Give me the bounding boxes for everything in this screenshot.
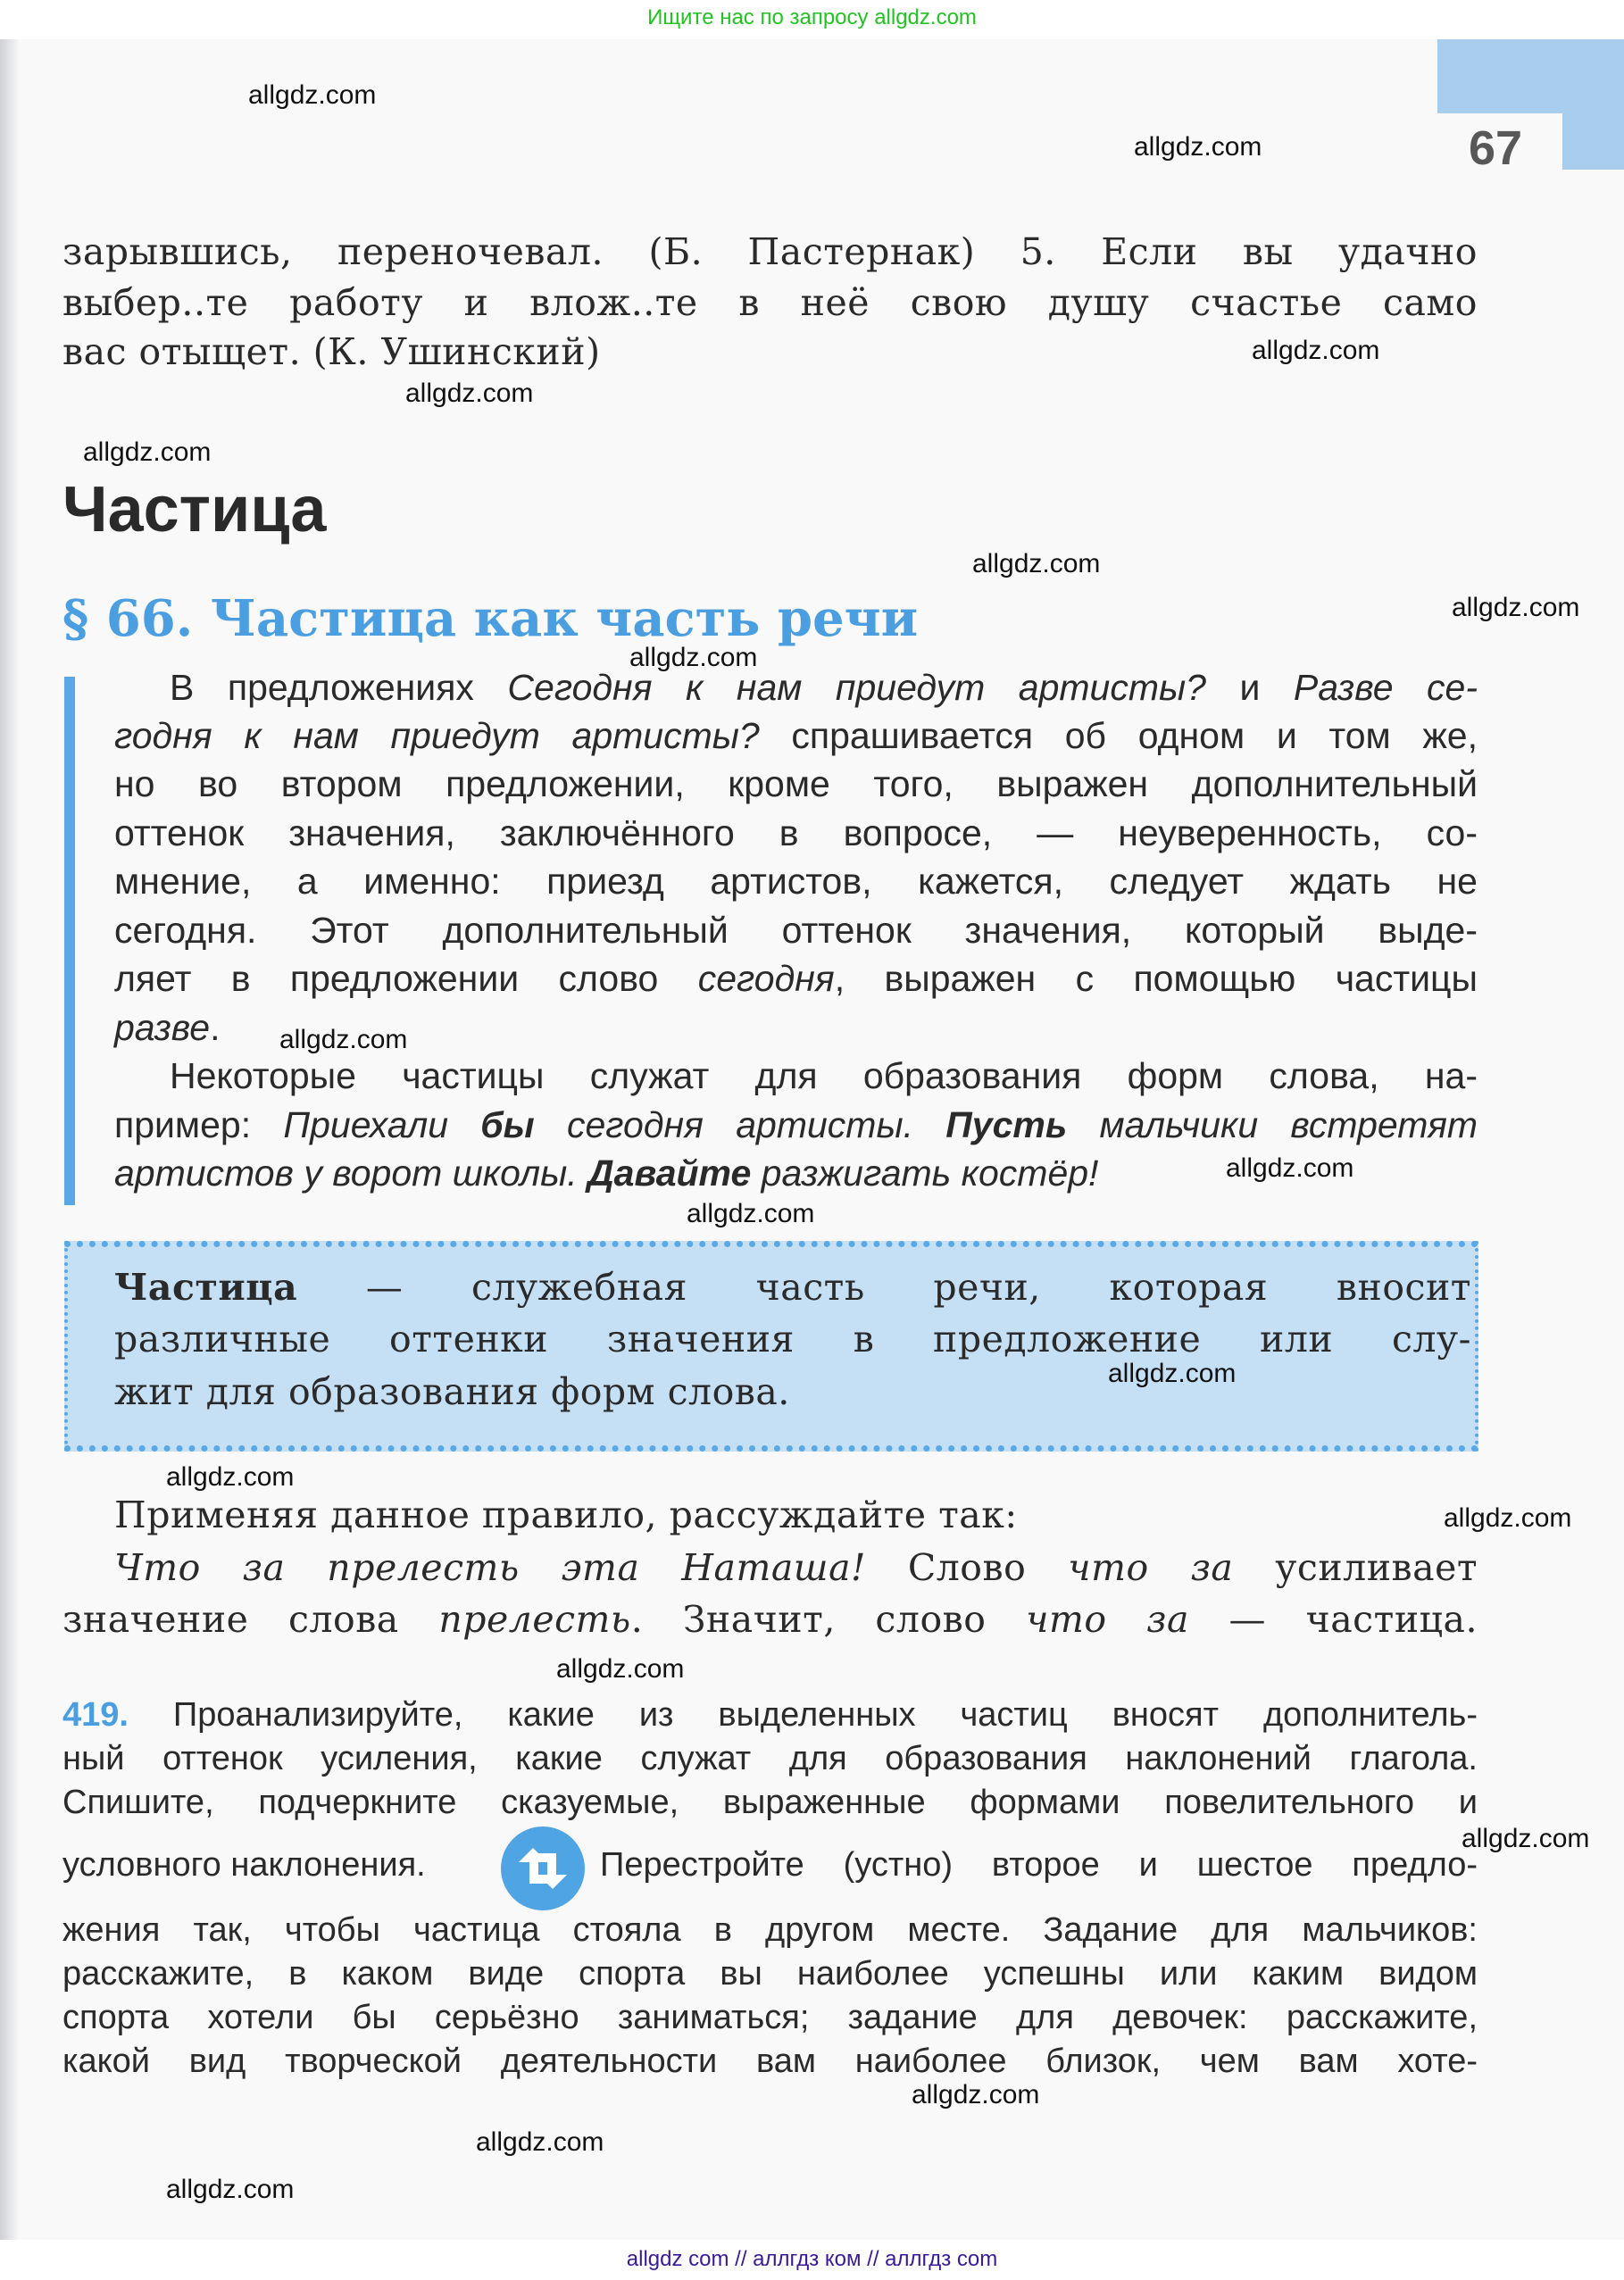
watermark: allgdz.com [629, 643, 758, 672]
theory-line: пример: Приехали бы сегодня артисты. Пусть мальчики встретят [114, 1104, 1478, 1145]
exercise-line: Спишите, подчеркните сказуемые, выраженные формами повелительного и [62, 1784, 1478, 1821]
theory-line: В предложениях Сегодня к нам приедут артисты? и Разве се- [170, 667, 1478, 708]
watermark: allgdz.com [687, 1199, 815, 1228]
top-banner [0, 0, 1624, 39]
exercise-line: условного наклонения. [62, 1846, 426, 1884]
intro-line: зарывшись, переночевал. (Б. Пастернак) 5. Если вы удачно [62, 230, 1478, 273]
bottom-banner [0, 2240, 1624, 2280]
application-line: Что за прелесть эта Наташа! Слово что за усиливает [114, 1546, 1478, 1589]
watermark: allgdz.com [1226, 1153, 1354, 1183]
theory-line: ляет в предложении слово сегодня, выражен с помощью частицы [114, 958, 1478, 999]
watermark: allgdz.com [912, 2080, 1040, 2109]
footer-text: allgdz com // аллгдз ком // аллгдз com [626, 2247, 998, 2271]
application-line: Применяя данное правило, рассуждайте так: [114, 1494, 1018, 1536]
exercise-line: 419. Проанализируйте, какие из выделенных частиц вносят дополнитель- [62, 1696, 1478, 1734]
watermark: allgdz.com [1108, 1359, 1237, 1388]
exercise-number: 419. [62, 1696, 129, 1734]
exercise-line: жения так, чтобы частица стояла в другом месте. Задание для мальчиков: [62, 1911, 1478, 1949]
exercise-line: спорта хотели бы серьёзно заниматься; задание для девочек: расскажите, [62, 1999, 1478, 2036]
page-binding-shadow [0, 39, 20, 2240]
watermark: allgdz.com [166, 2175, 295, 2204]
watermark: allgdz.com [1452, 593, 1580, 622]
theory-line: оттенок значения, заключённого в вопросе, — неуверенность, со- [114, 812, 1478, 853]
theory-line: мнение, а именно: приезд артистов, кажется, следует ждать не [114, 861, 1478, 902]
watermark: allgdz.com [972, 549, 1101, 578]
chapter-title: Частица [62, 474, 327, 545]
rule-line: жит для образования форм слова. [114, 1370, 790, 1413]
watermark: allgdz.com [1444, 1503, 1572, 1533]
intro-line: выбер..те работу и влож..те в неё свою душу счастье само [62, 281, 1478, 324]
section-title: § 66. Частица как часть речи [62, 589, 919, 648]
intro-line: вас отыщет. (К. Ушинский) [62, 330, 601, 373]
exercise-line: какой вид творческой деятельности вам наиболее близок, чем вам хоте- [62, 2043, 1478, 2080]
theory-line: сегодня. Этот дополнительный оттенок значения, который выде- [114, 910, 1478, 951]
rule-term: Частица [114, 1266, 298, 1309]
watermark: allgdz.com [405, 379, 534, 408]
theory-margin-bar [64, 677, 75, 1205]
page-number: 67 [1469, 121, 1523, 175]
watermark: allgdz.com [1252, 336, 1380, 365]
theory-line: годня к нам приедут артисты? спрашивается об одном и том же, [114, 715, 1478, 756]
watermark: allgdz.com [166, 1462, 295, 1492]
rule-line: различные оттенки значения в предложение или слу- [114, 1318, 1471, 1361]
theory-line: артистов у ворот школы. Давайте разжигать костёр! [114, 1152, 1099, 1194]
page-corner-decoration-tab [1562, 113, 1624, 170]
theory-line: Некоторые частицы служат для образования форм слова, на- [170, 1055, 1478, 1096]
exercise-line: ный оттенок усиления, какие служат для образования наклонений глагола. [62, 1740, 1478, 1777]
watermark: allgdz.com [1134, 132, 1262, 162]
page-corner-decoration [1437, 39, 1624, 113]
watermark: allgdz.com [83, 437, 212, 467]
rule-line: Частица — служебная часть речи, которая вносит [114, 1266, 1471, 1309]
watermark: allgdz.com [476, 2127, 604, 2157]
exercise-line: расскажите, в каком виде спорта вы наиболее успешны или каким видом [62, 1955, 1478, 1993]
watermark: allgdz.com [248, 80, 377, 110]
theory-line: разве. [114, 1007, 221, 1048]
watermark: allgdz.com [279, 1025, 408, 1054]
top-banner-text: Ищите нас по запросу allgdz.com [647, 5, 977, 29]
watermark: allgdz.com [556, 1654, 685, 1684]
application-line: значение слова прелесть. Значит, слово что за — частица. [62, 1598, 1478, 1641]
theory-line: но во втором предложении, кроме того, выражен дополнительный [114, 763, 1478, 804]
swap-arrows-icon [501, 1826, 585, 1910]
exercise-line: Перестройте (устно) второе и шестое предло- [600, 1846, 1478, 1884]
watermark: allgdz.com [1462, 1824, 1590, 1853]
